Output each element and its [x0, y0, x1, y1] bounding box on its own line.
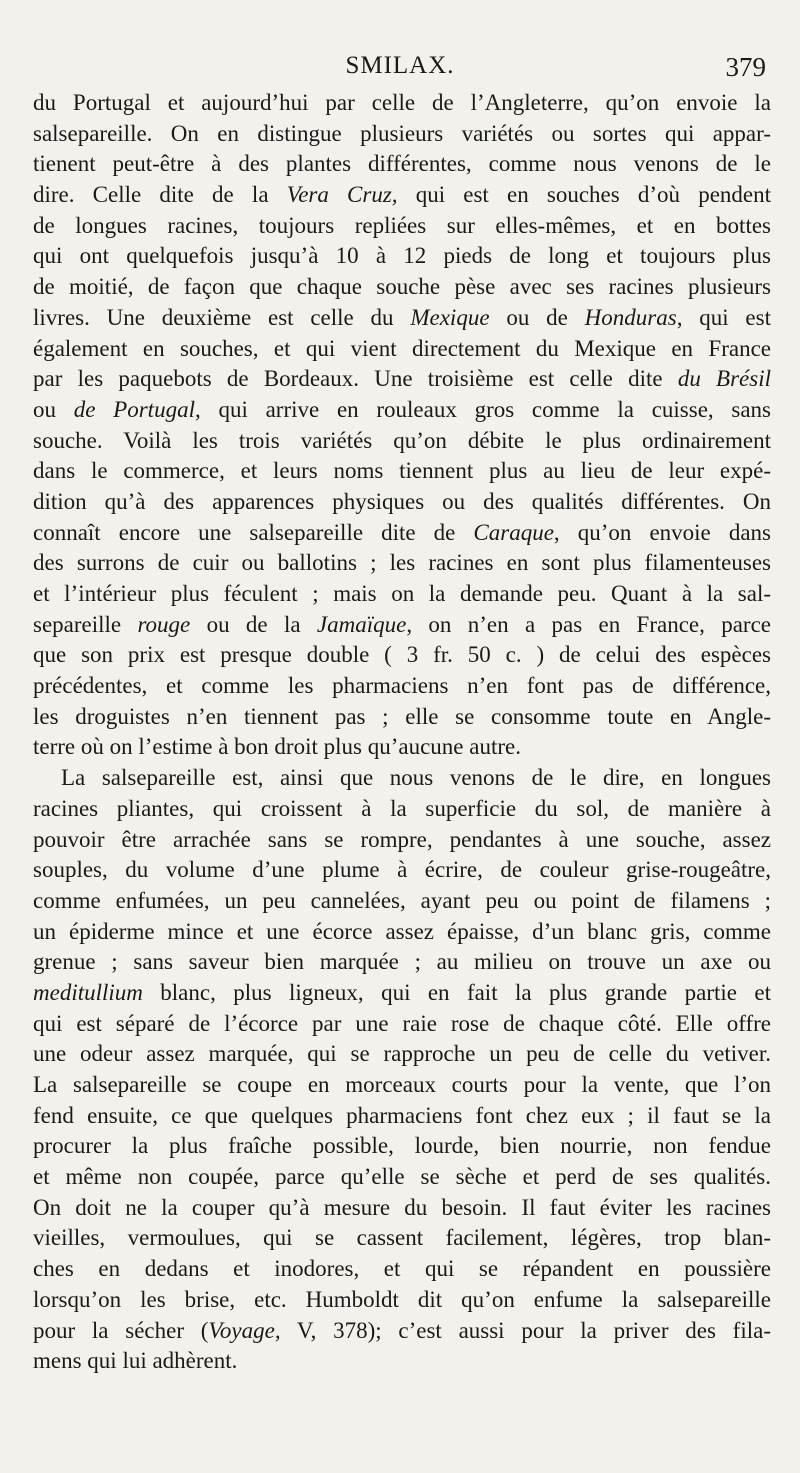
text-segment: les droguistes n’en tiennent pas ; elle se consomme toute en Angle- [33, 703, 771, 729]
text-segment: par les paquebots de Bordeaux. Une troisième est celle dite [33, 366, 678, 392]
text-line [33, 518, 771, 549]
text-line [33, 149, 771, 180]
italic-text: rouge [137, 611, 191, 637]
text-segment: et même non coupée, parce qu’elle se sèche et perd de ses qualités. [33, 1164, 771, 1190]
text-segment: salsepareille. On en distingue plusieurs variétés ou sortes qui appar- [33, 120, 771, 146]
text-segment: ches en dedans et inodores, et qui se répandent en poussière [33, 1256, 771, 1282]
text-line [33, 702, 771, 733]
text-segment: La salsepareille se coupe en morceaux courts pour la vente, que l’on [33, 1072, 771, 1097]
text-segment: , qu’on envoie dans [553, 519, 771, 545]
text-segment: également en souches, et qui vient directement du Mexique en France [33, 335, 771, 361]
text-line [33, 640, 771, 671]
text-line [33, 1070, 771, 1101]
text-line [33, 334, 771, 365]
italic-text: Vera Cruz, [286, 182, 398, 208]
text-segment: fend ensuite, ce que quelques pharmaciens font chez eux ; il faut se la [33, 1102, 771, 1128]
text-segment: racines pliantes, qui croissent à la superficie du sol, de manière à [33, 795, 771, 821]
text-line [33, 610, 771, 641]
text-line [33, 180, 771, 211]
text-segment: ou [33, 396, 74, 422]
text-line [33, 763, 771, 794]
text-line [33, 303, 771, 334]
text-line [33, 211, 771, 242]
text-segment: qui est séparé de l’écorce par une raie rose de chaque côté. Elle offre [33, 1010, 771, 1036]
text-segment: pour la sécher ( [33, 1317, 209, 1343]
italic-text: de Portugal [73, 396, 195, 422]
text-segment: On doit ne la couper qu’à mesure du besoin. Il faut éviter les racines [33, 1194, 771, 1220]
text-line [33, 426, 771, 457]
page-number: 379 [725, 52, 766, 82]
text-segment: un épiderme mince et une écorce assez épaisse, d’un blanc gris, comme [33, 918, 771, 944]
text-line [33, 1346, 771, 1377]
text-line [33, 732, 771, 763]
text-segment: pouvoir être arrachée sans se rompre, pendantes à une souche, assez [33, 826, 771, 852]
italic-text: du Brésil [677, 366, 771, 392]
text-line [33, 1285, 771, 1316]
text-segment: ou de la [190, 611, 317, 637]
body-text [33, 88, 771, 1377]
text-segment: procurer la plus fraîche possible, lourde, bien nourrie, non fendue [33, 1133, 771, 1159]
text-line [33, 548, 771, 579]
text-line [33, 88, 771, 119]
text-line [33, 119, 771, 150]
text-segment: mens qui lui adhèrent. [33, 1348, 238, 1374]
text-line [33, 855, 771, 886]
text-segment: souples, du volume d’une plume à écrire, de couleur grise-rougeâtre, [33, 857, 771, 883]
italic-text: meditullium [33, 979, 143, 1005]
text-line [33, 947, 771, 978]
text-segment: une odeur assez marquée, qui se rapproche un peu de celle du vetiver. [33, 1041, 771, 1067]
running-title: SMILAX. [345, 52, 455, 79]
text-segment: qui ont quelquefois jusqu’à 10 à 12 pieds de long et toujours plus [33, 243, 771, 269]
text-segment: connaît encore une salsepareille dite de [33, 519, 474, 545]
text-segment: de longues racines, toujours repliées sur elles-mêmes, et en bottes [33, 212, 771, 238]
text-segment: La salsepareille est, ainsi que nous venons de le dire, en longues [61, 765, 771, 791]
text-segment: dans le commerce, et leurs noms tiennent plus au lieu de leur expé- [33, 458, 771, 484]
text-segment: separeille [33, 611, 138, 637]
text-segment: de moitié, de façon que chaque souche pèse avec ses racines plusieurs [33, 274, 771, 300]
text-line [33, 917, 771, 948]
text-line [33, 671, 771, 702]
text-segment: vieilles, vermoulues, qui se cassent facilement, légères, trop blan- [33, 1225, 771, 1251]
text-line [33, 1193, 771, 1224]
text-line [33, 886, 771, 917]
text-segment: qui est en souches d’où pendent [397, 182, 771, 208]
italic-text: Jamaïque [316, 611, 407, 637]
text-segment: tienent peut-être à des plantes différentes, comme nous venons de le [33, 151, 771, 177]
text-line [33, 487, 771, 518]
italic-text: Caraque [473, 519, 554, 545]
text-line [33, 579, 771, 610]
italic-text: Voyage, [208, 1317, 281, 1343]
text-segment: dition qu’à des apparences physiques ou des qualités différentes. On [33, 488, 771, 514]
text-segment: , qui arrive en rouleaux gros comme la cuisse, sans [194, 396, 771, 422]
text-segment: , on n’en a pas en France, parce [406, 611, 771, 637]
page-header [0, 52, 800, 86]
text-line [33, 1223, 771, 1254]
text-line [33, 1101, 771, 1132]
text-segment: précédentes, et comme les pharmaciens n’en font pas de différence, [33, 673, 771, 699]
text-segment: dire. Celle dite de la [33, 182, 287, 208]
text-line [33, 1316, 771, 1347]
text-line [33, 825, 771, 856]
text-segment: blanc, plus ligneux, qui en fait la plus grande partie et [142, 979, 771, 1005]
text-line [33, 456, 771, 487]
text-segment: ou de [489, 304, 585, 330]
text-line [33, 241, 771, 272]
text-segment: grenue ; sans saveur bien marquée ; au milieu on trouve un axe ou [33, 949, 771, 975]
text-line [33, 395, 771, 426]
italic-text: Honduras [584, 304, 677, 330]
text-line [33, 978, 771, 1009]
italic-text: Mexique [410, 304, 490, 330]
text-segment: que son prix est presque double ( 3 fr. 50 c. ) de celui des espèces [33, 642, 771, 668]
text-line [33, 364, 771, 395]
text-segment: V, 378); c’est aussi pour la priver des fila- [280, 1317, 771, 1343]
text-segment: souche. Voilà les trois variétés qu’on débite le plus ordinairement [33, 427, 771, 453]
text-line [33, 1039, 771, 1070]
text-segment: , qui est [676, 304, 771, 330]
text-line [33, 1131, 771, 1162]
text-segment: terre où on l’estime à bon droit plus qu’aucune autre. [33, 734, 521, 760]
text-line [33, 1009, 771, 1040]
text-segment: du Portugal et aujourd’hui par celle de l’Angleterre, qu’on envoie la [33, 90, 771, 115]
text-segment: des surrons de cuir ou ballotins ; les racines en sont plus filamenteuses [33, 550, 771, 576]
text-segment: livres. Une deuxième est celle du [33, 304, 411, 330]
text-line [33, 1162, 771, 1193]
text-line [33, 794, 771, 825]
text-segment: lorsqu’on les brise, etc. Humboldt dit qu’on enfume la salsepareille [33, 1286, 771, 1312]
text-segment: comme enfumées, un peu cannelées, ayant peu ou point de filamens ; [33, 887, 771, 913]
text-line [33, 1254, 771, 1285]
text-segment: et l’intérieur plus féculent ; mais on la demande peu. Quant à la sal- [33, 581, 771, 606]
text-line [33, 272, 771, 303]
